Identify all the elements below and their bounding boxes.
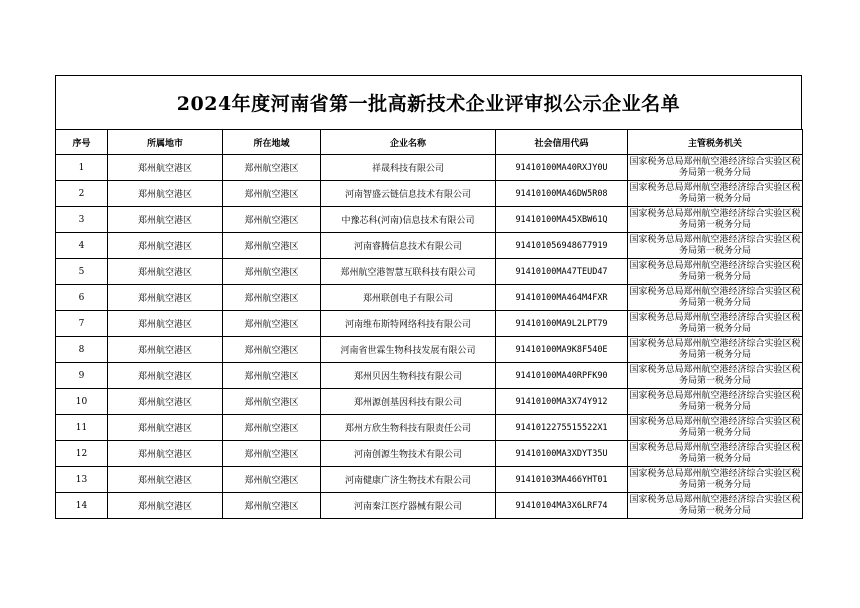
cell-tax-authority: 国家税务总局郑州航空港经济综合实验区税务局第一税务分局 — [628, 363, 803, 389]
cell-company: 郑州贝因生物科技有限公司 — [321, 363, 496, 389]
cell-tax-authority: 国家税务总局郑州航空港经济综合实验区税务局第一税务分局 — [628, 155, 803, 181]
cell-area: 郑州航空港区 — [223, 415, 321, 441]
cell-credit-code: 91410100MA45XBW61Q — [496, 207, 628, 233]
cell-city: 郑州航空港区 — [108, 415, 223, 441]
cell-tax-authority: 国家税务总局郑州航空港经济综合实验区税务局第一税务分局 — [628, 207, 803, 233]
cell-credit-code: 91410100MA464M4FXR — [496, 285, 628, 311]
header-area: 所在地域 — [223, 130, 321, 155]
cell-company: 河南秦江医疗器械有限公司 — [321, 493, 496, 519]
table-row — [56, 337, 803, 363]
header-credit-code: 社会信用代码 — [496, 130, 628, 155]
cell-company: 河南智盛云链信息技术有限公司 — [321, 181, 496, 207]
cell-credit-code: 91410103MA466YHT01 — [496, 467, 628, 493]
cell-credit-code: 91410100MA9L2LPT79 — [496, 311, 628, 337]
cell-index: 13 — [56, 467, 108, 493]
header-tax-authority: 主管税务机关 — [628, 130, 803, 155]
document-title: 2024年度河南省第一批高新技术企业评审拟公示企业名单 — [176, 93, 681, 115]
cell-index: 6 — [56, 285, 108, 311]
cell-index: 12 — [56, 441, 108, 467]
document-sheet — [55, 75, 802, 519]
cell-area: 郑州航空港区 — [223, 389, 321, 415]
cell-credit-code: 91410100MA3X74Y912 — [496, 389, 628, 415]
cell-company: 河南维布斯特网络科技有限公司 — [321, 311, 496, 337]
cell-city: 郑州航空港区 — [108, 493, 223, 519]
cell-area: 郑州航空港区 — [223, 493, 321, 519]
table-row — [56, 285, 803, 311]
cell-credit-code: 91410100MA40RPFK90 — [496, 363, 628, 389]
cell-credit-code: 91410100MA46DW5R08 — [496, 181, 628, 207]
cell-index: 14 — [56, 493, 108, 519]
cell-credit-code: 91410104MA3X6LRF74 — [496, 493, 628, 519]
cell-index: 3 — [56, 207, 108, 233]
table-row — [56, 155, 803, 181]
cell-city: 郑州航空港区 — [108, 285, 223, 311]
cell-tax-authority: 国家税务总局郑州航空港经济综合实验区税务局第一税务分局 — [628, 493, 803, 519]
header-company: 企业名称 — [321, 130, 496, 155]
cell-company: 河南健康广济生物技术有限公司 — [321, 467, 496, 493]
cell-city: 郑州航空港区 — [108, 363, 223, 389]
cell-credit-code: 91410100MA9K8F540E — [496, 337, 628, 363]
cell-index: 2 — [56, 181, 108, 207]
cell-tax-authority: 国家税务总局郑州航空港经济综合实验区税务局第一税务分局 — [628, 259, 803, 285]
cell-tax-authority: 国家税务总局郑州航空港经济综合实验区税务局第一税务分局 — [628, 311, 803, 337]
title-cell — [55, 75, 802, 129]
cell-company: 郑州联创电子有限公司 — [321, 285, 496, 311]
cell-area: 郑州航空港区 — [223, 441, 321, 467]
cell-credit-code: 9141012275515522X1 — [496, 415, 628, 441]
cell-credit-code: 91410100MA47TEUD47 — [496, 259, 628, 285]
cell-company: 郑州方欣生物科技有限责任公司 — [321, 415, 496, 441]
cell-index: 9 — [56, 363, 108, 389]
cell-tax-authority: 国家税务总局郑州航空港经济综合实验区税务局第一税务分局 — [628, 415, 803, 441]
table-row — [56, 389, 803, 415]
cell-city: 郑州航空港区 — [108, 181, 223, 207]
table-row — [56, 363, 803, 389]
cell-city: 郑州航空港区 — [108, 389, 223, 415]
cell-index: 4 — [56, 233, 108, 259]
cell-tax-authority: 国家税务总局郑州航空港经济综合实验区税务局第一税务分局 — [628, 389, 803, 415]
cell-tax-authority: 国家税务总局郑州航空港经济综合实验区税务局第一税务分局 — [628, 441, 803, 467]
cell-company: 郑州航空港智慧互联科技有限公司 — [321, 259, 496, 285]
table-row — [56, 207, 803, 233]
cell-area: 郑州航空港区 — [223, 233, 321, 259]
table-row — [56, 493, 803, 519]
cell-company: 河南睿腾信息技术有限公司 — [321, 233, 496, 259]
table-header-row — [56, 130, 803, 155]
cell-city: 郑州航空港区 — [108, 259, 223, 285]
cell-index: 8 — [56, 337, 108, 363]
cell-credit-code: 914101056948677919 — [496, 233, 628, 259]
cell-company: 中豫芯科(河南)信息技术有限公司 — [321, 207, 496, 233]
cell-company: 祥晟科技有限公司 — [321, 155, 496, 181]
cell-area: 郑州航空港区 — [223, 259, 321, 285]
cell-tax-authority: 国家税务总局郑州航空港经济综合实验区税务局第一税务分局 — [628, 181, 803, 207]
cell-index: 10 — [56, 389, 108, 415]
cell-area: 郑州航空港区 — [223, 311, 321, 337]
table-row — [56, 441, 803, 467]
cell-city: 郑州航空港区 — [108, 155, 223, 181]
header-index: 序号 — [56, 130, 108, 155]
cell-credit-code: 91410100MA40RXJY0U — [496, 155, 628, 181]
cell-tax-authority: 国家税务总局郑州航空港经济综合实验区税务局第一税务分局 — [628, 467, 803, 493]
cell-company: 郑州源创基因科技有限公司 — [321, 389, 496, 415]
cell-index: 5 — [56, 259, 108, 285]
cell-index: 7 — [56, 311, 108, 337]
cell-city: 郑州航空港区 — [108, 467, 223, 493]
cell-tax-authority: 国家税务总局郑州航空港经济综合实验区税务局第一税务分局 — [628, 233, 803, 259]
table-row — [56, 467, 803, 493]
table-row — [56, 311, 803, 337]
table-row — [56, 259, 803, 285]
header-city: 所属地市 — [108, 130, 223, 155]
cell-city: 郑州航空港区 — [108, 207, 223, 233]
cell-area: 郑州航空港区 — [223, 467, 321, 493]
table-row — [56, 233, 803, 259]
cell-city: 郑州航空港区 — [108, 311, 223, 337]
cell-credit-code: 91410100MA3XDYT35U — [496, 441, 628, 467]
cell-area: 郑州航空港区 — [223, 337, 321, 363]
cell-city: 郑州航空港区 — [108, 337, 223, 363]
cell-area: 郑州航空港区 — [223, 363, 321, 389]
cell-company: 河南省世霖生物科技发展有限公司 — [321, 337, 496, 363]
company-table — [55, 129, 803, 519]
table-row — [56, 415, 803, 441]
cell-company: 河南创源生物技术有限公司 — [321, 441, 496, 467]
cell-index: 1 — [56, 155, 108, 181]
cell-area: 郑州航空港区 — [223, 207, 321, 233]
table-row — [56, 181, 803, 207]
cell-area: 郑州航空港区 — [223, 285, 321, 311]
cell-area: 郑州航空港区 — [223, 155, 321, 181]
cell-city: 郑州航空港区 — [108, 233, 223, 259]
cell-area: 郑州航空港区 — [223, 181, 321, 207]
table-body — [56, 155, 803, 519]
cell-city: 郑州航空港区 — [108, 441, 223, 467]
cell-index: 11 — [56, 415, 108, 441]
cell-tax-authority: 国家税务总局郑州航空港经济综合实验区税务局第一税务分局 — [628, 285, 803, 311]
cell-tax-authority: 国家税务总局郑州航空港经济综合实验区税务局第一税务分局 — [628, 337, 803, 363]
